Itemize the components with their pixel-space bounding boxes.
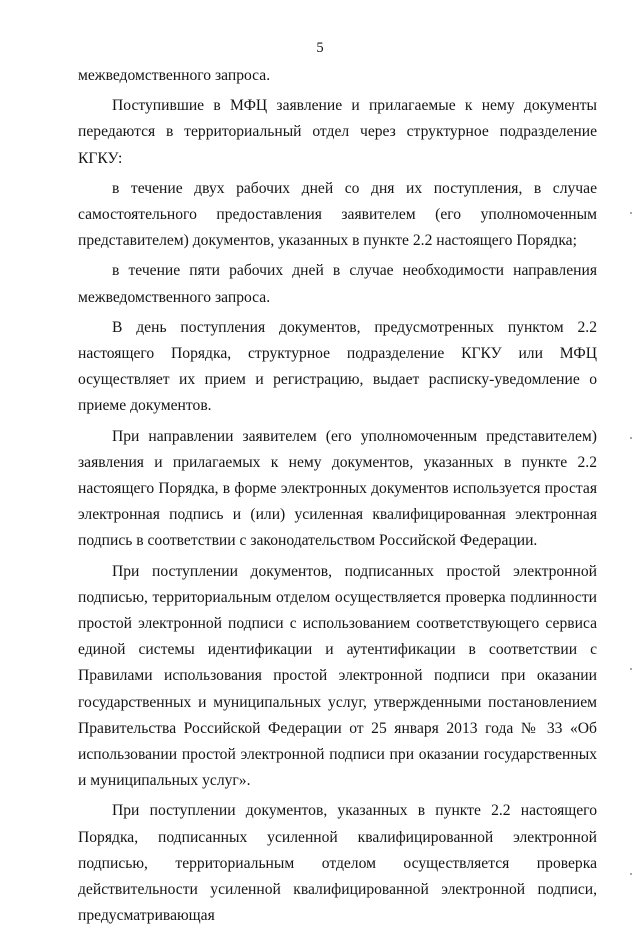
paragraph: При направлении заявителем (его уполномоченным представителем) заявления и прилагаемых к нему документов, указанных в пункте 2.2 настоящего Порядка, в форме электронных документов используется простая электронная подпись и (или) усиленная квалифицированная электронная подпись в соответствии с законодательством Российской Федерации. [78,427,597,550]
scan-artifact-dot [630,668,632,670]
paragraph: При поступлении документов, указанных в пункте 2.2 настоящего Порядка, подписанных усиленной квалифицированной электронной подписью, территориальным отделом осуществляется проверка действительности усиленной квалифицированной электронной подписи, предусматривающая [78,802,597,925]
paragraph: При поступлении документов, подписанных простой электронной подписью, территориальным отделом осуществляется проверка подлинности простой электронной подписи с использованием соответствующего сервиса единой системы идентификации и аутентификации в соответствии с Правилами использования простой электронной подписи при оказании государственных и муниципальных услуг, утвержденными постановлением Правительства Российской Федерации от 25 января 2013 года № 33 «Об использовании простой электронной подписи при оказании государственных и муниципальных услуг». [78,562,597,790]
paragraph: в течение пяти рабочих дней в случае необходимости направления межведомственного запроса. [78,262,597,306]
paragraph-continuation: межведомственного запроса. [78,67,271,84]
paragraph: в течение двух рабочих дней со дня их поступления, в случае самостоятельного предоставления заявителем (его уполномоченным представителем) документов, указанных в пункте 2.2 настоящего Порядка; [78,179,597,250]
scan-artifact-dot [630,212,632,214]
document-body [78,63,597,930]
paragraph: В день поступления документов, предусмотренных пунктом 2.2 настоящего Порядка, структурное подразделение КГКУ или МФЦ осуществляет их прием и регистрацию, выдает расписку-уведомление о приеме документов. [78,318,597,415]
scan-artifact-dot [630,437,632,439]
page-number: 5 [316,40,324,56]
scan-artifact-dot [630,873,632,875]
paragraph: Поступившие в МФЦ заявление и прилагаемые к нему документы передаются в территориальный отдел через структурное подразделение КГКУ: [78,97,597,167]
